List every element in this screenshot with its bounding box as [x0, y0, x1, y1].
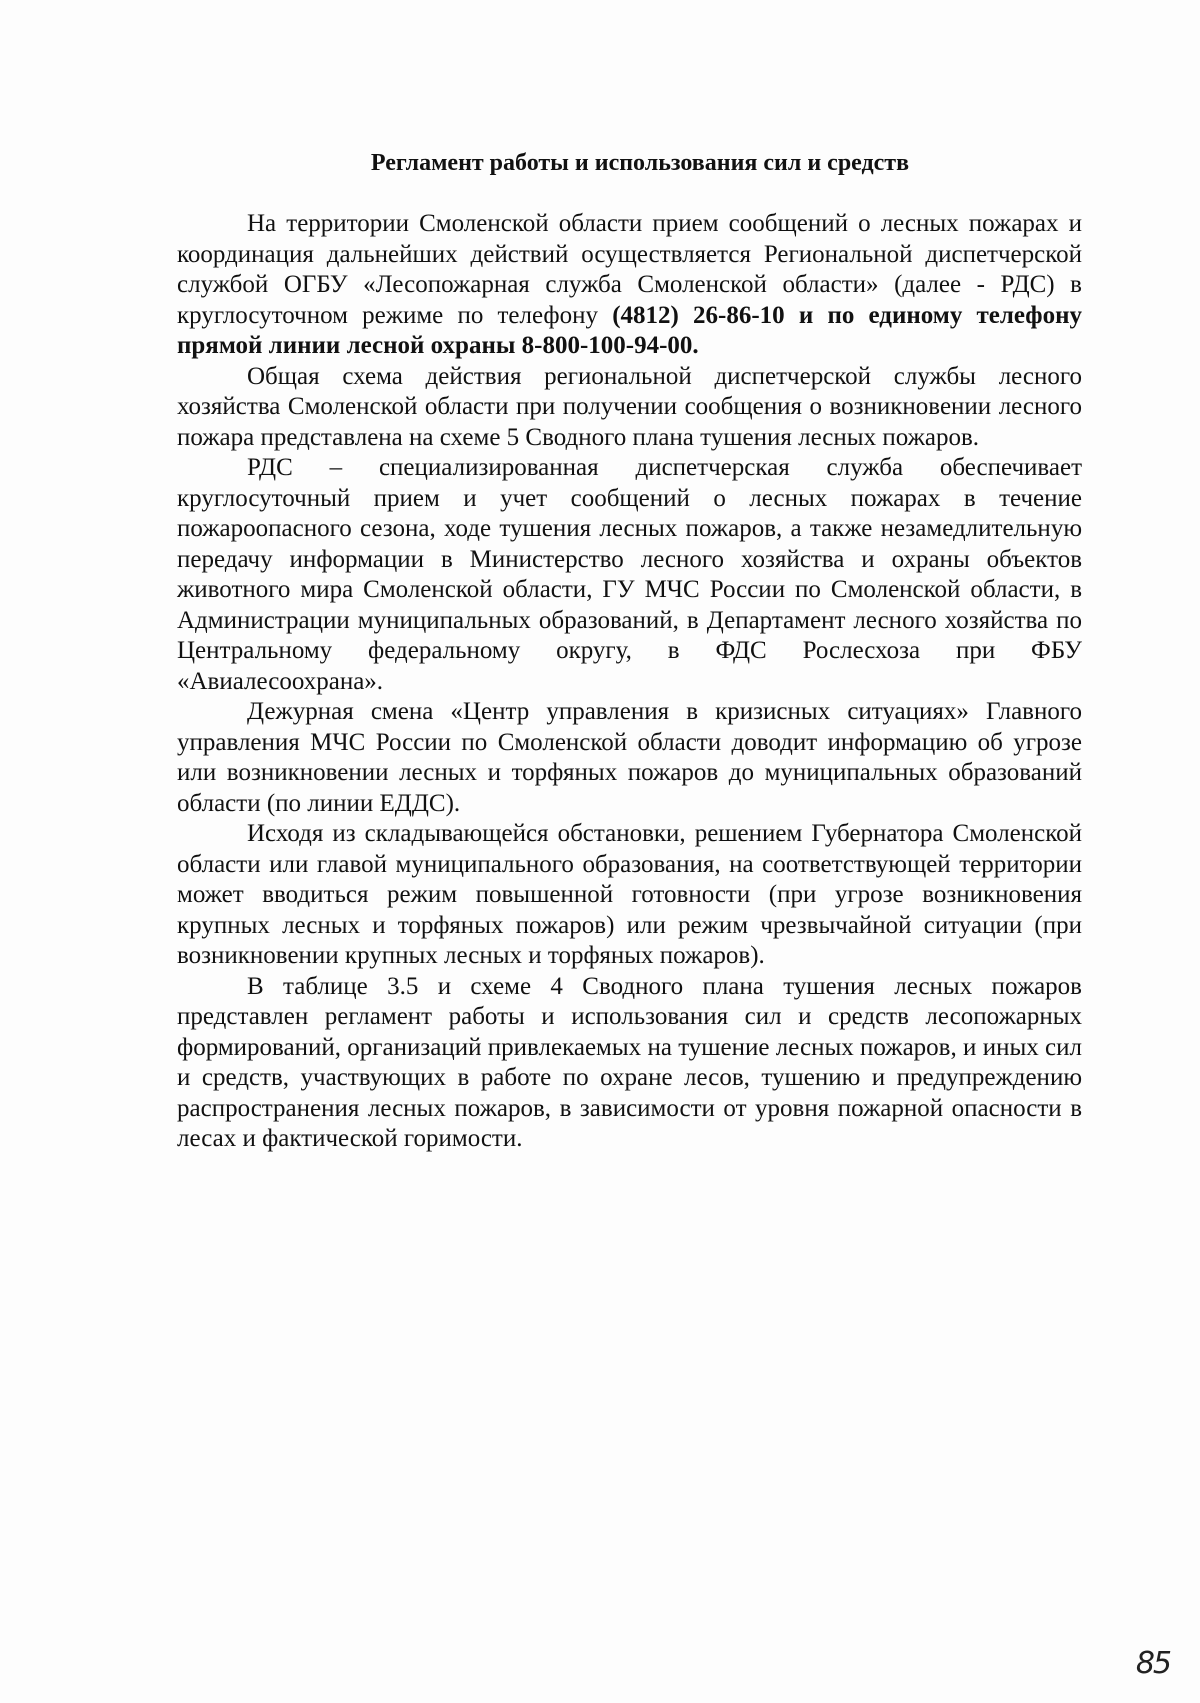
phone-numbers: (4812) 26-86-10 и по единому телефону прямой линии лесной охраны 8-800-100-94-00.	[177, 301, 1083, 359]
document-title: Регламент работы и использования сил и средств	[370, 150, 910, 176]
paragraph-contact-info	[177, 209, 1082, 362]
paragraph-duty-shift: Дежурная смена «Центр управления в кризисных ситуациях» Главного управления МЧС России по Смоленской области доводит информацию об угрозе или возникновении лесных и торфяных пожаров до муниципальных образований области (по линии ЕДДС).	[177, 698, 1082, 817]
paragraph-regulation-table: В таблице 3.5 и схеме 4 Сводного плана тушения лесных пожаров представлен регламент работы и использования сил и средств лесопожарных формирований, организаций привлекаемых на тушение лесных пожаров, и иных сил и средств, участвующих в работе по охране лесов, тушению и предупреждению распространения лесных пожаров, в зависимости от уровня пожарной опасности в лесах и фактической горимости.	[177, 972, 1082, 1152]
document-body	[177, 209, 1082, 1155]
paragraph-rds-duties: РДС – специализированная диспетчерская служба обеспечивает круглосуточный прием и учет сообщений о лесных пожарах в течение пожароопасного сезона, ходе тушения лесных пожаров, а также незамедлительную передачу информации в Министерство лесного хозяйства и охраны объектов животного мира Смоленской области, ГУ МЧС России по Смоленской области, в Администрации муниципальных образований, в Департамент лесного хозяйства по Центральному федеральному округу, в ФДС Рослесхоза при ФБУ «Авиалесоохрана».	[177, 454, 1082, 695]
paragraph-general-scheme: Общая схема действия региональной диспетчерской службы лесного хозяйства Смоленской области при получении сообщения о возникновении лесного пожара представлена на схеме 5 Сводного плана тушения лесных пожаров.	[177, 362, 1082, 451]
paragraph-emergency-regime: Исходя из складывающейся обстановки, решением Губернатора Смоленской области или главой муниципального образования, на соответствующей территории может вводиться режим повышенной готовности (при угрозе возникновения крупных лесных и торфяных пожаров) или режим чрезвычайной ситуации (при возникновении крупных лесных и торфяных пожаров).	[177, 820, 1082, 969]
page-number: 85	[1135, 1646, 1170, 1681]
paragraph-contact-text: На территории Смоленской области прием сообщений о лесных пожарах и координация дальнейших действий осуществляется Региональной диспетчерской службой ОГБУ «Лесопожарная служба Смоленской области» (далее - РДС) в круглосуточном режиме по телефону	[177, 210, 1082, 329]
